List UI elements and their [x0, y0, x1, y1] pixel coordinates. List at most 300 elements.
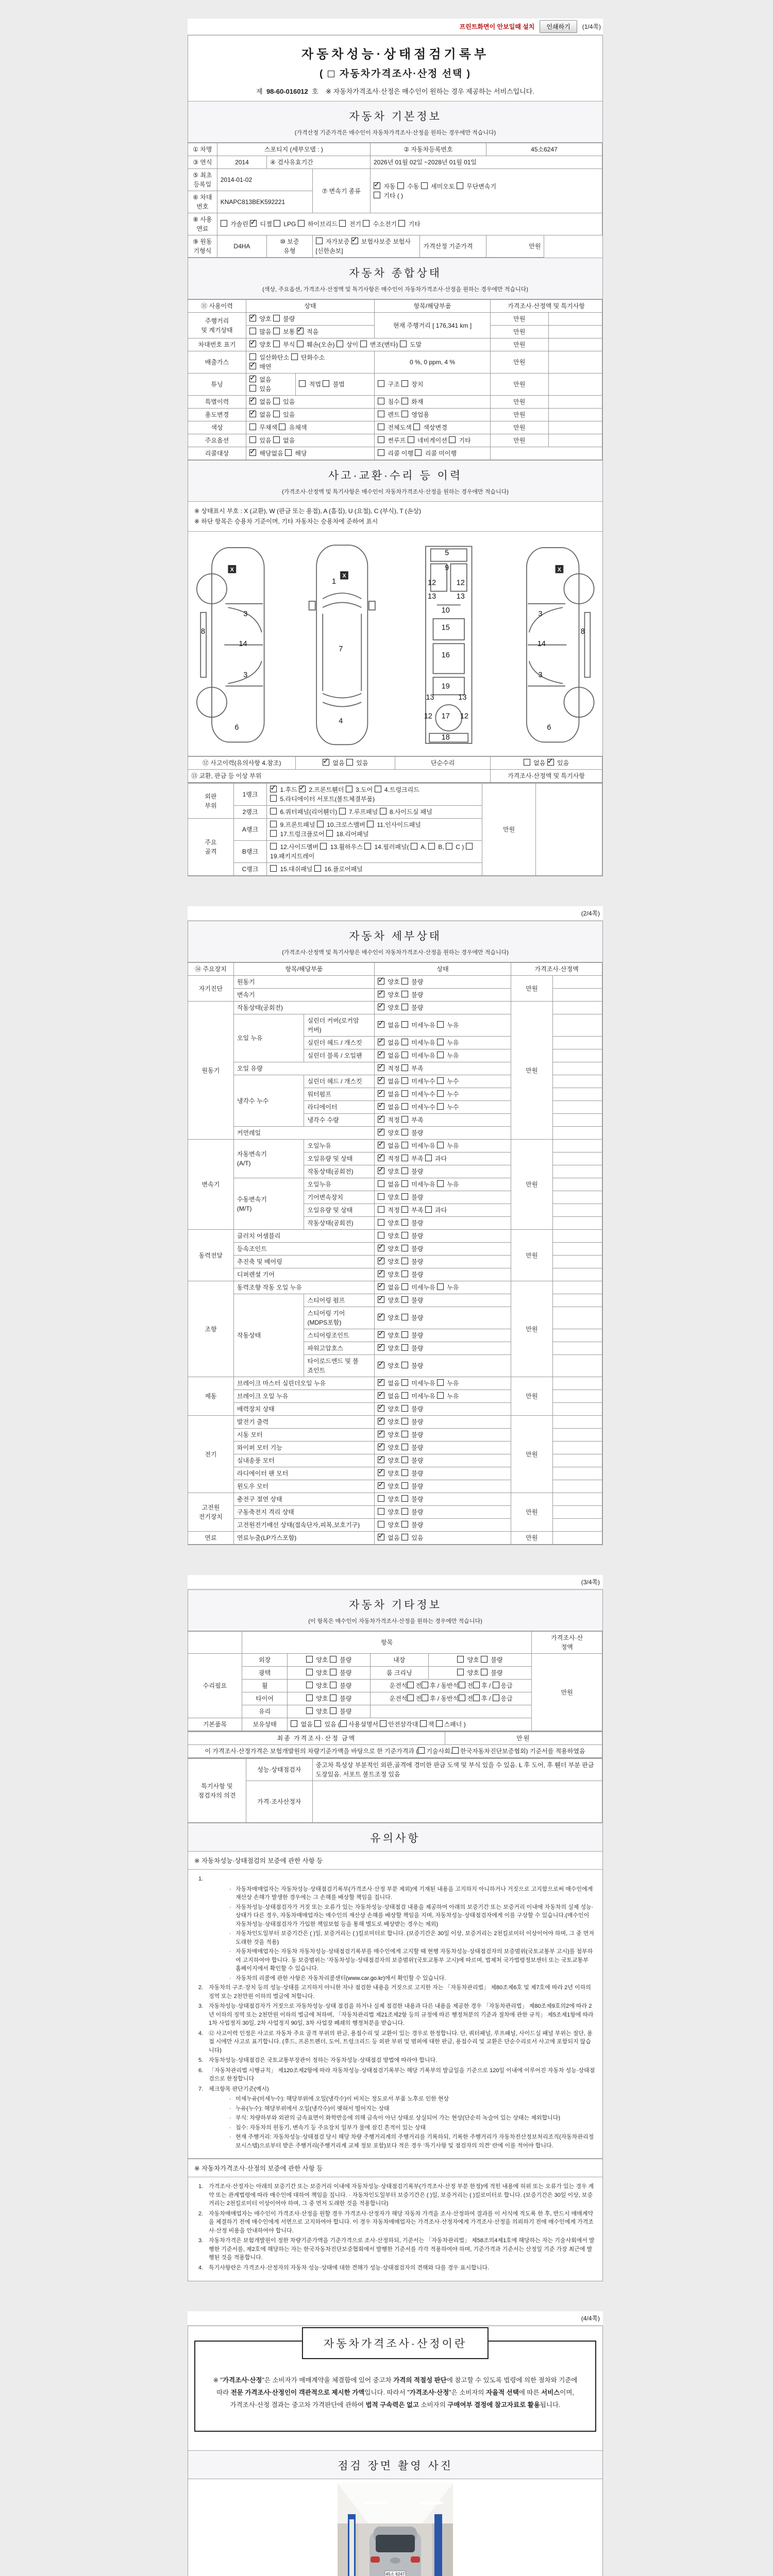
checkbox-checked-icon: ✓	[378, 1377, 384, 1386]
detail-cell: 실린더 커버(로커암 커버)	[304, 1014, 375, 1037]
note-item: 1.	[198, 1876, 204, 1883]
overall-cell: 용도변경	[188, 409, 246, 421]
detail-cell: 스티어링조인트	[304, 1329, 375, 1342]
section-subtitle: (색상, 주요옵션, 가격조사·산정액 및 특기사항은 매수인이 자동차가격조사·산정을 원하는 경우에만 적습니다)	[262, 286, 528, 293]
checkbox-icon	[270, 865, 277, 872]
checkbox-checked-icon: ✓	[249, 338, 256, 347]
detail-cell	[552, 1049, 602, 1062]
diagram-part-number: 6	[234, 723, 239, 732]
checkbox-icon	[401, 1206, 408, 1213]
etc-cell: 외장	[242, 1654, 287, 1667]
detail-cell	[552, 1480, 602, 1493]
detail-cell: 실내송풍 모터	[233, 1454, 374, 1467]
detail-cell: 실린더 헤드 / 개스킷	[304, 1075, 375, 1088]
note-item: 2. 자동차의 구조·장치 등의 성능·상태를 고지하지 아니한 자나 점검한 내용을 거짓으로 고지한 자는 「자동차관리법」 제80조제6호 및 제7호에 따라 2년 이하의 징역 또는 2천만원 이하의 벌금에 처합니다.	[198, 1985, 591, 1999]
checkbox-icon	[249, 423, 256, 430]
detail-cell: 만원	[511, 1493, 552, 1532]
checkbox-checked-icon: ✓	[378, 1329, 384, 1338]
note-item: 4. ⑫ 사고이력 인정은 사고로 자동차 주요 골격 부위의 판금, 용접수리 및 교환이 있는 경우로 한정합니다. 단, 쿼터패널, 루프패널, 사이드실 패널 부위는 절단, 용접 시에만 사고로 표기합니다. (후드, 프론트펜더, 도어, 트렁크리드 등 외판 부위 및 범퍼에 대한 판금, 용접수리 및 교환은 단순수리로서 사고에 포함되지 않습니다)	[198, 2030, 593, 2054]
checkbox-icon	[401, 1379, 408, 1386]
checkbox-icon	[401, 1064, 408, 1071]
checkbox-icon	[378, 1521, 384, 1528]
panels-cell	[536, 784, 602, 876]
basic-cell: ② 자동차등록번호	[371, 143, 486, 156]
detail-cell	[552, 1532, 602, 1545]
diagram-part-number: 12	[428, 579, 436, 587]
detail-cell: 윈도우 모터	[233, 1480, 374, 1493]
checkbox-icon	[316, 238, 323, 244]
overall-cell: ⑪ 사용이력	[188, 300, 246, 313]
etc-cell: 양호 불량	[428, 1654, 532, 1667]
checkbox-icon	[346, 786, 352, 792]
checkbox-checked-icon: ✓	[378, 1127, 384, 1136]
final-cell: 최종 가격조사·산정 금액	[188, 1732, 445, 1745]
overall-cell	[548, 338, 602, 351]
detail-cell	[552, 1342, 602, 1355]
overall-cell: 주요옵션	[188, 434, 246, 447]
checkbox-icon	[481, 1669, 488, 1675]
checkbox-icon	[375, 786, 381, 792]
checkbox-checked-icon: ✓	[378, 1416, 384, 1425]
section-title: 유의사항	[370, 1833, 421, 1845]
exchange-x-glyph: X	[342, 572, 346, 579]
checkbox-checked-icon: ✓	[378, 1140, 384, 1149]
detail-cell	[552, 1467, 602, 1480]
checkbox-icon	[364, 843, 371, 850]
detail-cell: 없음 미세누유 누유	[375, 1178, 511, 1191]
panel-rank-table	[188, 783, 602, 876]
checkbox-icon	[330, 1707, 337, 1714]
opinion-cell: 중고차 특성상 부분적인 외판,골격에 경미한 판금 도색 및 부식 있을 수 있음. L 후 도어, 후 휀더 부분 판금 도장있음. 서포트 볼트조정 있음	[312, 1759, 602, 1781]
panels-cell: ✓ 1.후드 ✓ 2.프론트휀더 3.도어 4.트렁크리드 5.라디에이터 서포트(볼트체결부품)	[267, 784, 482, 806]
detail-cell: ✓ 양호 불량	[375, 1480, 511, 1493]
overall-cell: ✓ 없음 있음	[246, 396, 374, 409]
checkbox-icon	[298, 220, 305, 227]
checkbox-checked-icon: ✓	[378, 1403, 384, 1412]
panels-cell: 외판 부위	[188, 784, 233, 819]
checkbox-icon	[401, 1469, 408, 1476]
detail-cell	[552, 1165, 602, 1178]
checkbox-icon	[337, 341, 343, 347]
overall-cell: 항목/해당부품	[375, 300, 491, 313]
etc-cell: 양호 불량	[288, 1705, 371, 1718]
checkbox-icon	[457, 1669, 464, 1675]
detail-cell	[552, 1178, 602, 1191]
detail-cell: 양호 불량	[375, 1191, 511, 1204]
detail-cell: 자동변속기 (A/T)	[233, 1140, 304, 1178]
print-button[interactable]: 인쇄하기	[540, 20, 577, 33]
checkbox-icon	[401, 1155, 408, 1161]
checkbox-icon	[380, 808, 386, 815]
note-bullet: · 자동차매매업자는 자동차성능·상태점검기록부(가격조사·산정 부분 제외)에 기재된 내용을 고지하지 아니하거나 거짓으로 고지함으로써 매수인에게 재산상 손해가 발생한 경우에는 그 손해를 배상할 책임을 집니다.	[229, 1886, 593, 1901]
opinion-cell: 성능·상태점검자	[246, 1759, 312, 1781]
accident-history-table	[188, 756, 602, 783]
checkbox-icon	[437, 1379, 444, 1386]
detail-cell	[552, 976, 602, 989]
detail-cell: ✓ 양호 불량	[375, 1403, 511, 1416]
detail-cell: ✓ 양호 불량	[375, 1342, 511, 1355]
diagram-part-number: 14	[537, 639, 546, 648]
checkbox-icon	[401, 1103, 408, 1110]
detail-cell: ✓ 양호 불량	[375, 1329, 511, 1342]
overall-cell: 만원	[491, 421, 548, 434]
checkbox-icon	[330, 1656, 337, 1663]
detail-cell	[552, 1429, 602, 1442]
basic-cell: 만원	[486, 235, 544, 258]
doc-no-prefix: 제	[256, 88, 263, 95]
detail-cell: ✓ 양호 불량	[375, 989, 511, 1002]
checkbox-icon	[401, 1508, 408, 1515]
checkbox-icon	[401, 1077, 408, 1084]
detail-cell: ✓ 없음 미세누유 누유	[375, 1390, 511, 1403]
checkbox-icon	[378, 1508, 384, 1515]
overall-cell: 만원	[491, 434, 548, 447]
detail-cell: 파워고압호스	[304, 1342, 375, 1355]
etc-cell: 운전석 전 후 / 동반석 전 후 / 응급	[371, 1692, 532, 1705]
checkbox-icon	[249, 328, 256, 334]
overall-cell: ✓ 없음 있음	[246, 374, 295, 396]
panels-cell: 1랭크	[233, 784, 266, 806]
etc-cell	[188, 1632, 242, 1654]
overall-cell: 만원	[491, 313, 548, 326]
photo-rear-image	[338, 2483, 453, 2576]
note-bullet: · 자동차성능·상태점검자가 거짓 또는 오류가 있는 자동차성능·상태점검 내용을 제공하여 아래의 보증기간 또는 보증거리 이내에 자동차의 실제 성능·상태가 다른 경우, 자동차매매업자는 매수인의 재산상 손해를 배상할 책임을 지며, 자동차성능·상태점검자에게 이를 구상할 수 있습니다.(매수인이 자동차성능·상태점검자가 가입한 책임보험 등을 통해 별도로 배상받는 경우는 제외)	[229, 1904, 594, 1927]
checkbox-icon	[422, 1694, 428, 1701]
etc-cell: 보유상태	[242, 1718, 287, 1731]
checkbox-icon	[401, 1344, 408, 1351]
basic-cell: ✓ 자동 수동 세미오토 무단변속기 기타 ( )	[371, 169, 602, 213]
page-3	[188, 1589, 603, 2281]
detail-cell: ✓ 없음 미세누수 누수	[375, 1088, 511, 1101]
note-item: 3. 자동차성능·상태점검자가 거짓으로 자동차성능·상태 점검을 하거나 실제 점검한 내용과 다른 내용을 제공한 경우 「자동차관리법」 제80조제9호의2에 따라 2년 이하의 징역 또는 2천만원 이하의 벌금에 처하며, 「자동차관리법 제21조제2항 등의 규정에 따른 행정처분의 기준과 절차에 관한 규칙」 제5조제1항에 따라 1차 사업정지 30일, 2차 사업정지 90일, 3차 사업장 폐쇄의 행정처분을 받습니다.	[198, 2003, 594, 2027]
detail-cell: 만원	[511, 1532, 552, 1545]
checkbox-icon	[493, 1682, 499, 1688]
checkbox-icon	[401, 1431, 408, 1437]
section-header-basic	[188, 101, 602, 143]
diagram-part-number: 12	[456, 579, 465, 587]
note-item: 2. 자동차매매업자는 매수인이 가격조사·산정을 원할 경우 가격조사·산정자가 해당 자동차 가격을 조사·산정하여 결과를 이 서식에 적도록 한 후, 반드시 매매계약을 체결하기 전에 매수인에게 서면으로 고지하여야 합니다. 이 경우 자동차매매업자는 가격조사·산정자에게 가격조사·산정을 의뢰하기 전에 매수인에게 가격조사·산정 비용을 안내하여야 합니다.	[198, 2210, 594, 2234]
checkbox-icon	[524, 759, 530, 766]
detail-cell: 항목/해당부품	[233, 963, 374, 976]
checkbox-icon	[401, 978, 408, 985]
detail-cell: 타이로드엔드 및 볼 죠인트	[304, 1355, 375, 1377]
checkbox-icon	[270, 795, 277, 802]
detail-cell	[552, 1493, 602, 1506]
panels-cell: 9.프론트패널 10.크로스멤버 11.인사이드패널 17.트렁크플로어 18.리어패널	[267, 819, 482, 841]
checkbox-icon	[407, 1682, 414, 1688]
checkbox-checked-icon: ✓	[270, 784, 277, 793]
checkbox-icon	[401, 1245, 408, 1251]
basic-cell: ⑦ 변속기 종류	[312, 169, 370, 213]
detail-cell	[552, 1114, 602, 1127]
checkbox-checked-icon: ✓	[378, 1294, 384, 1303]
detail-cell: 만원	[511, 1230, 552, 1281]
overall-cell: 배출가스	[188, 351, 246, 374]
basic-cell: 2014-01-02	[217, 169, 312, 191]
diagram-part-number: 8	[201, 627, 206, 636]
diagram-part-number: 13	[458, 693, 467, 702]
section-subtitle: (가격조사·산정액 및 특기사항은 매수인이 자동차가격조사·산정을 원하는 경우에만 적습니다)	[282, 950, 509, 956]
checkbox-icon	[400, 341, 407, 347]
detail-cell: ✓ 양호 불량	[375, 1127, 511, 1140]
note-bullet: · 침수: 자동차의 원동기, 변속기 등 주요장치 일부가 물에 잠긴 흔적이 있는 상태	[229, 2124, 426, 2131]
detail-cell	[552, 1062, 602, 1075]
etc-cell: 내장	[371, 1654, 428, 1667]
detail-cell	[552, 1307, 602, 1329]
checkbox-icon	[436, 1720, 443, 1727]
basic-cell: ⑨ 원동 기형식	[188, 235, 217, 258]
diagram-part-number: 13	[456, 592, 465, 601]
car-diagram-top	[295, 539, 389, 751]
diagram-part-number: 17	[441, 712, 450, 721]
svg-text:45소 6247: 45소 6247	[385, 2572, 405, 2576]
overall-cell: 만원	[491, 326, 548, 338]
section-title: 자동차 종합상태	[349, 267, 442, 279]
install-notice-link[interactable]: 프린트화면이 안보일때 설치	[459, 23, 535, 30]
page-1	[188, 35, 603, 876]
etc-cell: 타이어	[242, 1692, 287, 1705]
detail-cell: ✓ 없음 미세누유 누유	[375, 1281, 511, 1294]
checkbox-icon	[221, 220, 227, 227]
section-title: 자동차 세부상태	[349, 930, 442, 943]
detail-cell: 오일 누유	[233, 1014, 304, 1062]
overall-cell	[548, 351, 602, 374]
detail-cell: ✓ 양호 불량	[375, 1454, 511, 1467]
checkbox-icon	[339, 808, 346, 815]
checkbox-icon	[459, 1694, 465, 1701]
detail-cell: 라디에이터 팬 모터	[233, 1467, 374, 1480]
etc-cell: 광택	[242, 1667, 287, 1680]
section-header-caution	[188, 1823, 602, 1852]
checkbox-checked-icon: ✓	[249, 409, 256, 417]
note-item: 4. 특기사항란은 가격조사·산정자의 자동차 성능·상태에 대한 견해가 성능·상태점검자의 견해와 다를 경우 표시합니다.	[198, 2264, 490, 2271]
checkbox-icon	[401, 1418, 408, 1425]
checkbox-icon	[401, 1296, 408, 1303]
checkbox-checked-icon: ✓	[249, 396, 256, 404]
intro-text: ※ "가격조사·산정"은 소비자가 매매계약을 체결함에 있어 중고차 가격의 적절성 판단에 참고할 수 있도록 법령에 의한 절차와 기준에 따라 전문 가격조사·산정인이 객관적으로 제시한 가액입니다. 따라서 "가격조사·산정"은 소비자의 자율적 선택에 따른 서비스이며, 가격조사·산정 결과는 중고차 가격판단에 관하여 법적 구속력은 없고 소비자의 구매여부 결정에 참고자료로 활용됩니다.	[213, 2377, 578, 2409]
checkbox-icon	[452, 1747, 459, 1754]
checkbox-icon	[401, 1444, 408, 1450]
detail-cell: 수동변속기 (M/T)	[233, 1178, 304, 1230]
checkbox-icon	[270, 821, 277, 827]
note-item: 1. 가격조사·산정자는 아래의 보증기간 또는 보증거리 이내에 자동차성능·상태점검기록부(가격조사·산정 부분 한정)에 적힌 내용에 허위 또는 오류가 있는 경우 계약 또는 관계법령에 따라 매수인에 대하여 책임을 집니다. · 자동차인도일부터 보증기간은 ( )일, 보증거리는 ( )킬로미터로 합니다. (보증기간은 30일 이상, 보증거리는 2천킬로미터 이상이어야 하며, 그 중 먼저 도래한 것을 적용합니다)	[198, 2183, 594, 2207]
detail-cell: 충전구 절연 상태	[233, 1493, 374, 1506]
checkbox-icon	[323, 380, 329, 387]
checkbox-icon	[437, 1039, 444, 1045]
detail-cell	[552, 1442, 602, 1454]
detail-cell: 변속기	[188, 1140, 233, 1230]
overall-cell	[548, 434, 602, 447]
checkbox-icon	[367, 821, 374, 827]
diagram-part-number: 12	[460, 712, 469, 721]
checkbox-icon	[328, 71, 334, 77]
detail-cell: 워터펌프	[304, 1088, 375, 1101]
detail-cell: ✓ 양호 불량	[375, 1307, 511, 1329]
checkbox-checked-icon: ✓	[378, 1480, 384, 1489]
checkbox-icon	[437, 1142, 444, 1148]
diagram-part-number: 19	[441, 682, 450, 691]
section-header-etc	[188, 1590, 602, 1631]
overall-cell: ✓ 양호 불량	[246, 313, 374, 326]
checkbox-icon	[346, 759, 353, 766]
note-item: 6. 「자동차관리법 시행규칙」 제120조제2항에 따라 자동차성능·상태점검기록부는 해당 기록부의 발급일을 기준으로 120일 이내에 이루어진 자동차 성능·상태점검으로 한정합니다	[198, 2067, 595, 2082]
detail-cell: 원동기	[188, 1002, 233, 1140]
inspector-opinion-table	[188, 1758, 602, 1823]
overall-cell	[548, 409, 602, 421]
checkbox-icon	[422, 1682, 428, 1688]
detail-cell	[552, 1454, 602, 1467]
detail-cell: 전기	[188, 1416, 233, 1493]
accident-cell: ⑫ 사고이력(유의사항 4.참조)	[188, 757, 296, 770]
detail-cell	[552, 1217, 602, 1230]
section-header-accident	[188, 461, 602, 502]
basic-cell: D4HA	[217, 235, 266, 258]
checkbox-icon	[425, 1155, 432, 1161]
checkbox-icon	[274, 220, 280, 227]
checkbox-icon	[437, 1283, 444, 1290]
checkbox-icon	[407, 1694, 414, 1701]
checkbox-icon	[380, 1720, 386, 1727]
detail-cell: 작동상태(공회전)	[304, 1165, 375, 1178]
detail-cell	[552, 1101, 602, 1114]
checkbox-checked-icon: ✓	[250, 218, 257, 227]
checkbox-icon	[459, 1682, 465, 1688]
section-subtitle: (가격조사·산정액 및 특기사항은 매수인이 자동차가격조사·산정을 원하는 경우에만 적습니다)	[282, 489, 509, 495]
detail-cell: 오일누유	[304, 1140, 375, 1153]
overall-cell: 만원	[491, 409, 548, 421]
checkbox-icon	[273, 411, 280, 417]
detail-cell: ✓ 적정 부족 과다	[375, 1153, 511, 1165]
checkbox-icon	[297, 341, 304, 347]
detail-cell: ✓ 없음 미세누수 누수	[375, 1101, 511, 1114]
section-subtitle: (이 항목은 매수인이 자동차가격조사·산정을 원하는 경우에만 적습니다)	[308, 1618, 482, 1625]
diagram-part-number: 13	[428, 592, 436, 601]
document-number-line	[188, 86, 602, 96]
overall-cell: 전체도색 색상변경	[375, 421, 491, 434]
checkbox-icon	[378, 411, 384, 417]
detail-cell: 적정 부족 과다	[375, 1204, 511, 1217]
checkbox-icon	[306, 1656, 313, 1663]
detail-cell: 냉각수 수량	[304, 1114, 375, 1127]
note-bullet: · 자동차인도일부터 보증기간은 ( )일, 보증거리는 ( )킬로미터로 합니다. (보증기간은 30일 이상, 보증거리는 2천킬로미터 이상이어야 하며, 그 중 먼저 도래한 것을 적용)	[229, 1930, 594, 1945]
checkbox-icon	[401, 991, 408, 997]
checkbox-checked-icon: ✓	[378, 1101, 384, 1110]
etc-cell: 없음 있음 ( 사용설명서 안전삼각대 잭 스패너 )	[288, 1718, 532, 1731]
checkbox-icon	[270, 808, 277, 815]
section-title: 점검 장면 촬영 사진	[338, 2460, 453, 2472]
section-subtitle: (가격산정 기준가격은 매수인이 자동차가격조사·산정을 원하는 경우에만 적습니다)	[294, 130, 496, 136]
detail-cell: 변속기	[233, 989, 374, 1002]
overall-cell	[548, 313, 602, 326]
caution-notes-2	[188, 2159, 602, 2281]
document-title-block	[188, 36, 602, 101]
checkbox-checked-icon: ✓	[378, 1002, 384, 1011]
detail-cell	[552, 1355, 602, 1377]
overall-cell	[548, 326, 602, 338]
etc-cell	[371, 1705, 532, 1718]
detail-cell: ✓ 양호 불량	[375, 1467, 511, 1480]
checkbox-icon	[401, 1331, 408, 1338]
basic-cell: ⑧ 사용 연료	[188, 213, 217, 235]
checkbox-icon	[378, 449, 384, 456]
detail-cell: 만원	[511, 1140, 552, 1230]
overall-cell: 만원	[491, 338, 548, 351]
checkbox-checked-icon: ✓	[378, 1256, 384, 1265]
section-title: 자동차 기본정보	[349, 111, 442, 123]
checkbox-icon	[401, 1362, 408, 1368]
detail-cell: ✓ 양호 불량	[375, 1429, 511, 1442]
notes-title: ※ 자동차가격조사·산정의 보증에 관한 사항 등	[188, 2159, 602, 2177]
checkbox-icon	[473, 1682, 480, 1688]
checkbox-icon	[378, 1495, 384, 1502]
checkbox-checked-icon: ✓	[378, 1268, 384, 1278]
doc-no-suffix: 호	[312, 88, 318, 95]
detail-cell: 연료	[188, 1532, 233, 1545]
section-title: 사고·교환·수리 등 이력	[328, 470, 463, 482]
checkbox-icon	[273, 328, 280, 334]
checkbox-icon	[415, 449, 422, 456]
notes-items	[188, 2177, 602, 2281]
checkbox-icon	[401, 1004, 408, 1010]
detail-cell: 클러치 어셈블리	[233, 1230, 374, 1243]
detail-cell	[552, 1329, 602, 1342]
checkbox-icon	[320, 843, 327, 850]
car-diagram-right-side	[509, 539, 603, 751]
overall-cell: 적법 불법	[296, 374, 375, 396]
detail-cell: ✓ 없음 미세누유 누유	[375, 1014, 511, 1037]
detail-cell	[552, 1127, 602, 1140]
note-bullet: · 현재 주행거리: 자동차성능·상태점검 당시 해당 차량 주행거리계의 주행거리를 기록하되, 기록한 주행거리가 자동차전산정보처리조직(자동차관리정보시스템)으로부터 받은 주행거리(주행거리계 교체 정보 포함)보다 적은 경우 '특기사항 및 점검자의 의견' 란에 이를 적어야 합니다.	[229, 2134, 594, 2149]
checkbox-checked-icon: ✓	[378, 1088, 384, 1097]
detail-cell: ✓ 양호 불량	[375, 1294, 511, 1307]
inspection-photos	[188, 2479, 602, 2576]
checkbox-icon	[249, 436, 256, 443]
checkbox-icon	[401, 1142, 408, 1148]
detail-cell: 동력전달	[188, 1230, 233, 1281]
page-indicator-3: (3/4쪽)	[581, 1578, 600, 1586]
final-cell: 만원	[445, 1732, 602, 1745]
page-indicator-4: (4/4쪽)	[581, 2314, 600, 2322]
checkbox-icon	[437, 1103, 444, 1110]
checkbox-icon	[398, 220, 405, 227]
detail-cell	[552, 1519, 602, 1532]
detail-cell	[552, 1191, 602, 1204]
note-bullet: · 자동차매매업자는 자동차 자동차성능·상태점검기록부를 매수인에게 고지할 때 현행 자동차성능·상태점검자의 보증범위(국토교통부 고시)를 첨부하여 고지하여야 합니다. 동 보증범위는 '자동차성능·상태점검자의 보증범위'(국토교통부 고시)에 따르며, 법제처 국가법령정보센터 또는 국토교통부 홈페이지에서 확인할 수 있습니다.	[229, 1948, 593, 1972]
detail-cell	[552, 1281, 602, 1294]
page-2	[188, 921, 603, 1545]
basic-cell: 2014	[217, 156, 266, 169]
overall-state-table	[188, 299, 602, 461]
diagram-part-number: 3	[537, 609, 543, 618]
basic-cell: ⑩ 보증 유형	[267, 235, 312, 258]
checkbox-icon	[330, 1682, 337, 1688]
overall-cell	[548, 374, 602, 396]
checkbox-icon	[401, 1521, 408, 1528]
checkbox-icon	[437, 1052, 444, 1058]
checkbox-icon	[413, 423, 420, 430]
checkbox-checked-icon: ✓	[249, 447, 256, 456]
checkbox-checked-icon: ✓	[351, 235, 358, 244]
etc-cell: 양호 불량	[288, 1654, 371, 1667]
detail-cell: 자기진단	[188, 976, 233, 1002]
diagram-part-number: 4	[338, 717, 343, 725]
checkbox-icon	[291, 1720, 297, 1727]
detail-cell	[552, 1204, 602, 1217]
checkbox-icon	[374, 192, 380, 198]
detail-cell: 작동상태(공회전)	[304, 1217, 375, 1230]
detail-cell: ✓ 양호 불량	[375, 1256, 511, 1268]
overall-cell: 만원	[491, 396, 548, 409]
